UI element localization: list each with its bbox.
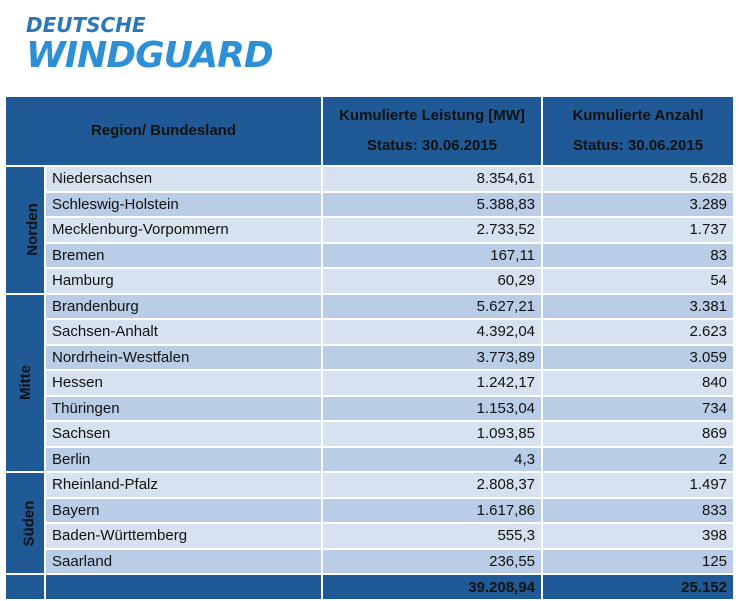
power-value: 167,11 bbox=[322, 243, 542, 269]
table-row bbox=[5, 268, 734, 294]
total-power: 39.208,94 bbox=[322, 574, 542, 600]
state-name: Bremen bbox=[45, 243, 322, 269]
power-value: 555,3 bbox=[322, 523, 542, 549]
state-name: Rheinland-Pfalz bbox=[45, 472, 322, 498]
total-count: 25.152 bbox=[542, 574, 734, 600]
power-value: 1.093,85 bbox=[322, 421, 542, 447]
table-row bbox=[5, 345, 734, 371]
total-spacer-region bbox=[5, 574, 45, 600]
count-value: 3.381 bbox=[542, 294, 734, 320]
table-row bbox=[5, 192, 734, 218]
count-value: 833 bbox=[542, 498, 734, 524]
power-value: 5.388,83 bbox=[322, 192, 542, 218]
header-count bbox=[542, 96, 734, 166]
header-region: Region/ Bundesland bbox=[5, 96, 322, 166]
power-value: 5.627,21 bbox=[322, 294, 542, 320]
count-value: 1.737 bbox=[542, 217, 734, 243]
wind-capacity-table bbox=[4, 95, 735, 601]
state-name: Schleswig-Holstein bbox=[45, 192, 322, 218]
state-name: Bayern bbox=[45, 498, 322, 524]
count-value: 54 bbox=[542, 268, 734, 294]
table-row bbox=[5, 549, 734, 575]
power-value: 2.808,37 bbox=[322, 472, 542, 498]
table-row bbox=[5, 294, 734, 320]
state-name: Baden-Württemberg bbox=[45, 523, 322, 549]
state-name: Hessen bbox=[45, 370, 322, 396]
power-value: 2.733,52 bbox=[322, 217, 542, 243]
count-value: 869 bbox=[542, 421, 734, 447]
power-value: 1.617,86 bbox=[322, 498, 542, 524]
state-name: Thüringen bbox=[45, 396, 322, 422]
table-row bbox=[5, 217, 734, 243]
table-row bbox=[5, 166, 734, 192]
state-name: Brandenburg bbox=[45, 294, 322, 320]
table-row bbox=[5, 370, 734, 396]
power-value: 1.153,04 bbox=[322, 396, 542, 422]
header-power-title: Kumulierte Leistung [MW] bbox=[339, 107, 525, 124]
logo-top-text: DEUTSCHE bbox=[26, 13, 146, 37]
count-value: 3.059 bbox=[542, 345, 734, 371]
table-row bbox=[5, 472, 734, 498]
table-row bbox=[5, 243, 734, 269]
table-row bbox=[5, 498, 734, 524]
table-row bbox=[5, 421, 734, 447]
state-name: Sachsen-Anhalt bbox=[45, 319, 322, 345]
count-value: 734 bbox=[542, 396, 734, 422]
region-label-mitte: Mitte bbox=[5, 294, 45, 473]
header-power-status: Status: 30.06.2015 bbox=[366, 137, 498, 154]
count-value: 125 bbox=[542, 549, 734, 575]
region-label-sueden: Süden bbox=[5, 472, 45, 574]
deutsche-windguard-logo bbox=[26, 14, 273, 76]
header-count-title: Kumulierte Anzahl bbox=[572, 107, 704, 124]
power-value: 3.773,89 bbox=[322, 345, 542, 371]
count-value: 398 bbox=[542, 523, 734, 549]
total-spacer-state bbox=[45, 574, 322, 600]
power-value: 4,3 bbox=[322, 447, 542, 473]
state-name: Hamburg bbox=[45, 268, 322, 294]
power-value: 1.242,17 bbox=[322, 370, 542, 396]
table-row bbox=[5, 447, 734, 473]
count-value: 5.628 bbox=[542, 166, 734, 192]
total-row bbox=[5, 574, 734, 600]
state-name: Mecklenburg-Vorpommern bbox=[45, 217, 322, 243]
header-count-status: Status: 30.06.2015 bbox=[572, 137, 704, 154]
table-row bbox=[5, 396, 734, 422]
state-name: Saarland bbox=[45, 549, 322, 575]
power-value: 236,55 bbox=[322, 549, 542, 575]
power-value: 8.354,61 bbox=[322, 166, 542, 192]
count-value: 2.623 bbox=[542, 319, 734, 345]
table-header-row bbox=[5, 96, 734, 166]
region-label-norden: Norden bbox=[5, 166, 45, 294]
count-value: 840 bbox=[542, 370, 734, 396]
count-value: 3.289 bbox=[542, 192, 734, 218]
power-value: 4.392,04 bbox=[322, 319, 542, 345]
count-value: 2 bbox=[542, 447, 734, 473]
table-row bbox=[5, 319, 734, 345]
state-name: Sachsen bbox=[45, 421, 322, 447]
table-row bbox=[5, 523, 734, 549]
header-power bbox=[322, 96, 542, 166]
state-name: Berlin bbox=[45, 447, 322, 473]
power-value: 60,29 bbox=[322, 268, 542, 294]
count-value: 83 bbox=[542, 243, 734, 269]
count-value: 1.497 bbox=[542, 472, 734, 498]
state-name: Nordrhein-Westfalen bbox=[45, 345, 322, 371]
state-name: Niedersachsen bbox=[45, 166, 322, 192]
logo-bottom-text: WINDGUARD bbox=[26, 35, 273, 76]
